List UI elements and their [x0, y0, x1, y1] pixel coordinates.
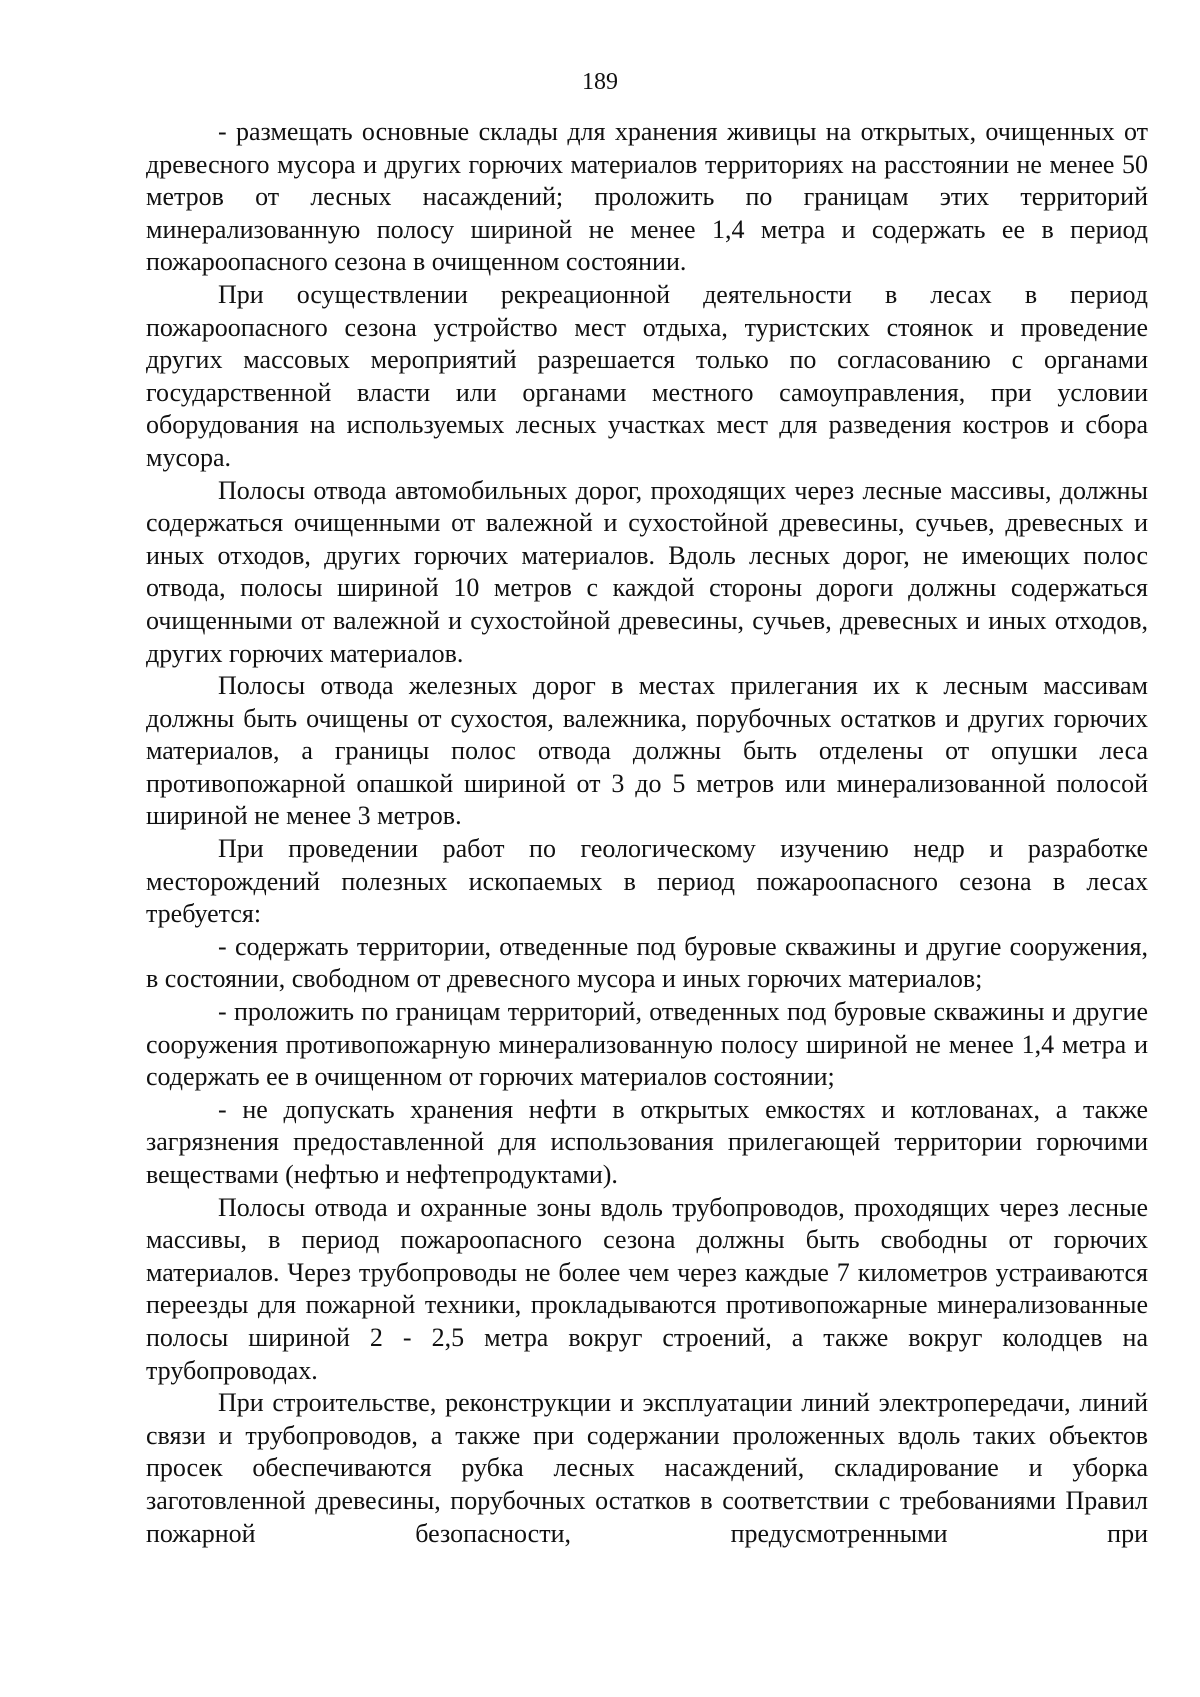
document-body	[146, 116, 1148, 1550]
list-item-oil-storage: - не допускать хранения нефти в открытых емкостях и котлованах, а также загрязнения предоставленной для использования прилегающей территории горючими веществами (нефтью и нефтепродуктами).	[146, 1094, 1148, 1189]
paragraph-resin-storage: - размещать основные склады для хранения живицы на открытых, очищенных от древесного мусора и других горючих материалов территориях на расстоянии не менее 50 метров от лесных насаждений; проложить по границам этих территорий минерализованную полосу шириной не менее 1,4 метра и содержать ее в период пожароопасного сезона в очищенном состоянии.	[146, 117, 1148, 277]
paragraph-geology-intro: При проведении работ по геологическому изучению недр и разработке месторождений полезных ископаемых в период пожароопасного сезона в лесах требуется:	[146, 834, 1148, 929]
list-item-territories: - содержать территории, отведенные под буровые скважины и другие сооружения, в состоянии, свободном от древесного мусора и иных горючих материалов;	[146, 931, 1148, 994]
paragraph-pipelines: Полосы отвода и охранные зоны вдоль трубопроводов, проходящих через лесные массивы, в период пожароопасного сезона должны быть свободны от горючих материалов. Через трубопроводы не более чем через каждые 7 километров устраиваются переезды для пожарной техники, прокладываются противопожарные минерализованные полосы шириной 2 - 2,5 метра вокруг строений, а также вокруг колодцев на трубопроводах.	[146, 1192, 1148, 1385]
paragraph-power-lines: При строительстве, реконструкции и эксплуатации линий электропередачи, линий связи и трубопроводов, а также при содержании проложенных вдоль таких объектов просек обеспечиваются рубка лесных насаждений, складирование и уборка заготовленной древесины, порубочных остатков в соответствии с требованиями Правил пожарной безопасности, предусмотренными при	[146, 1388, 1148, 1548]
paragraph-road-strips: Полосы отвода автомобильных дорог, проходящих через лесные массивы, должны содержаться очищенными от валежной и сухостойной древесины, сучьев, древесных и иных отходов, других горючих материалов. Вдоль лесных дорог, не имеющих полос отвода, полосы шириной 10 метров с каждой стороны дороги должны содержаться очищенными от валежной и сухостойной древесины, сучьев, древесных и иных отходов, других горючих материалов.	[146, 475, 1148, 668]
paragraph-recreation: При осуществлении рекреационной деятельности в лесах в период пожароопасного сезона устройство мест отдыха, туристских стоянок и проведение других массовых мероприятий разрешается только по согласованию с органами государственной власти или органами местного самоуправления, при условии оборудования на используемых лесных участках мест для разведения костров и сбора мусора.	[146, 279, 1148, 472]
list-item-mineralized-strip: - проложить по границам территорий, отведенных под буровые скважины и другие сооружения противопожарную минерализованную полосу шириной не менее 1,4 метра и содержать ее в очищенном от горючих материалов состоянии;	[146, 997, 1148, 1092]
paragraph-railway-strips: Полосы отвода железных дорог в местах прилегания их к лесным массивам должны быть очищены от сухостоя, валежника, порубочных остатков и других горючих материалов, а границы полос отвода должны быть отделены от опушки леса противопожарной опашкой шириной от 3 до 5 метров или минерализованной полосой шириной не менее 3 метров.	[146, 671, 1148, 831]
page-number: 189	[582, 69, 618, 95]
